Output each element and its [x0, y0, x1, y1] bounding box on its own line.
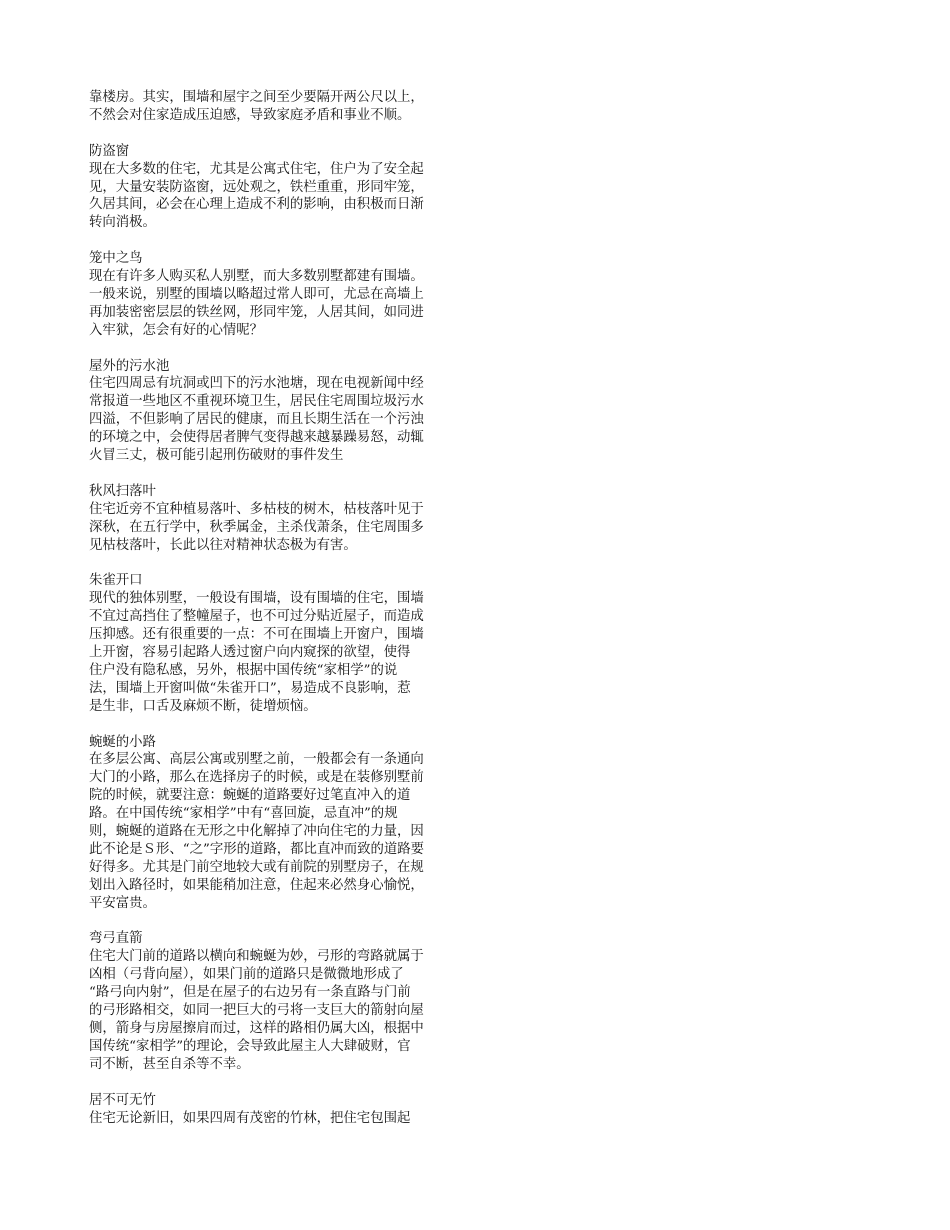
paragraph-line: 现代的独体别墅，一般设有围墙，设有围墙的住宅，围墙 — [89, 591, 424, 607]
paragraph-line: 转向消极。 — [89, 215, 156, 231]
paragraph-line: 一般来说，别墅的围墙以略超过常人即可，尤忌在高墙上 — [89, 286, 424, 302]
section-heading: 屋外的污水池 — [89, 358, 170, 374]
paragraph-line: 见，大量安装防盗窗，远处观之，铁栏重重，形同牢笼， — [89, 179, 424, 195]
paragraph-line: 不然会对住家造成压迫感，导致家庭矛盾和事业不顺。 — [89, 107, 411, 123]
paragraph-line: 法，围墙上开窗叫做“朱雀开口”，易造成不良影响，惹 — [89, 680, 411, 696]
paragraph-line: 见枯枝落叶，长此以往对精神状态极为有害。 — [89, 537, 357, 553]
paragraph-line: 住户没有隐私感，另外，根据中国传统“家相学”的说 — [89, 662, 398, 678]
section-heading: 居不可无竹 — [89, 1092, 156, 1108]
paragraph-line: 国传统“家相学”的理论，会导致此屋主人大肆破财，官 — [89, 1038, 411, 1054]
paragraph-line: 大门的小路，那么在选择房子的时候，或是在装修别墅前 — [89, 770, 424, 786]
paragraph-line: 此不论是Ｓ形、“之”字形的道路，都比直冲而致的道路要 — [89, 841, 425, 857]
paragraph-line: 久居其间，必会在心理上造成不利的影响，由积极而日渐 — [89, 197, 424, 213]
section-heading: 秋风扫落叶 — [89, 483, 156, 499]
section-heading: 蜿蜒的小路 — [89, 734, 156, 750]
paragraph-line: 现在有许多人购买私人别墅，而大多数别墅都建有围墙。 — [89, 269, 424, 285]
paragraph-line: 是生非，口舌及麻烦不断，徒增烦恼。 — [89, 698, 317, 714]
paragraph-line: 靠楼房。其实，围墙和屋宇之间至少要隔开两公尺以上， — [89, 90, 424, 105]
paragraph-line: 住宅近旁不宜种植易落叶、多枯枝的树木，枯枝落叶见于 — [89, 501, 424, 517]
paragraph-line: 深秋，在五行学中，秋季属金，主杀伐萧条，住宅周围多 — [89, 519, 424, 535]
section-heading: 朱雀开口 — [89, 573, 143, 589]
paragraph-line: 再加装密密层层的铁丝网，形同牢笼，人居其间，如同进 — [89, 304, 424, 320]
section — [89, 1092, 509, 1128]
section — [89, 250, 509, 340]
section — [89, 143, 509, 233]
section — [89, 572, 509, 715]
section — [89, 483, 509, 555]
paragraph-line: 平安富贵。 — [89, 895, 156, 911]
paragraph-line: 不宜过高挡住了整幢屋子，也不可过分贴近屋子，而造成 — [89, 609, 424, 625]
paragraph-line: “路弓向内射”，但是在屋子的右边另有一条直路与门前 — [89, 985, 411, 1001]
paragraph-line: 常报道一些地区不重视环境卫生，居民住宅周围垃圾污水 — [89, 394, 424, 410]
paragraph-line: 上开窗，容易引起路人透过窗户向内窥探的欲望，使得 — [89, 645, 411, 661]
paragraph-line: 则，蜿蜒的道路在无形之中化解掉了冲向住宅的力量，因 — [89, 824, 424, 840]
paragraph-line: 在多层公寓、高层公寓或别墅之前，一般都会有一条通向 — [89, 752, 424, 768]
paragraph-line: 院的时候，就要注意：蜿蜒的道路要好过笔直冲入的道 — [89, 788, 411, 804]
paragraph-line: 好得多。尤其是门前空地较大或有前院的别墅房子，在规 — [89, 859, 424, 875]
document-page — [89, 89, 509, 1145]
paragraph-line: 划出入路径时，如果能稍加注意，住起来必然身心愉悦， — [89, 877, 424, 893]
paragraph-line: 现在大多数的住宅，尤其是公寓式住宅，住户为了安全起 — [89, 161, 424, 177]
paragraph-line: 四溢，不但影响了居民的健康，而且长期生活在一个污浊 — [89, 412, 424, 428]
paragraph-line: 压抑感。还有很重要的一点：不可在围墙上开窗户，围墙 — [89, 627, 424, 643]
section — [89, 930, 509, 1073]
section-heading: 笼中之鸟 — [89, 251, 143, 267]
section — [89, 89, 509, 125]
paragraph-line: 司不断，甚至自杀等不幸。 — [89, 1056, 250, 1072]
paragraph-line: 住宅四周忌有坑洞或凹下的污水池塘，现在电视新闻中经 — [89, 376, 424, 392]
paragraph-line: 的环境之中，会使得居者脾气变得越来越暴躁易怒，动辄 — [89, 430, 424, 446]
paragraph-line: 住宅大门前的道路以横向和蜿蜒为妙，弓形的弯路就属于 — [89, 949, 424, 965]
paragraph-line: 入牢狱，怎会有好的心情呢？ — [89, 322, 264, 338]
section — [89, 734, 509, 913]
section-heading: 弯弓直箭 — [89, 931, 143, 947]
section-heading: 防盗窗 — [89, 143, 130, 159]
paragraph-line: 侧，箭身与房屋擦肩而过，这样的路相仍属大凶，根据中 — [89, 1021, 424, 1037]
paragraph-line: 路。在中国传统“家相学”中有“喜回旋，忌直冲”的规 — [89, 806, 398, 822]
paragraph-line: 的弓形路相交，如同一把巨大的弓将一支巨大的箭射向屋 — [89, 1003, 424, 1019]
paragraph-line: 凶相（弓背向屋），如果门前的道路只是微微地形成了 — [89, 967, 404, 983]
section — [89, 358, 509, 465]
paragraph-line: 火冒三丈，极可能引起刑伤破财的事件发生 — [89, 448, 344, 464]
paragraph-line: 住宅无论新旧，如果四周有茂密的竹林，把住宅包围起 — [89, 1110, 411, 1126]
